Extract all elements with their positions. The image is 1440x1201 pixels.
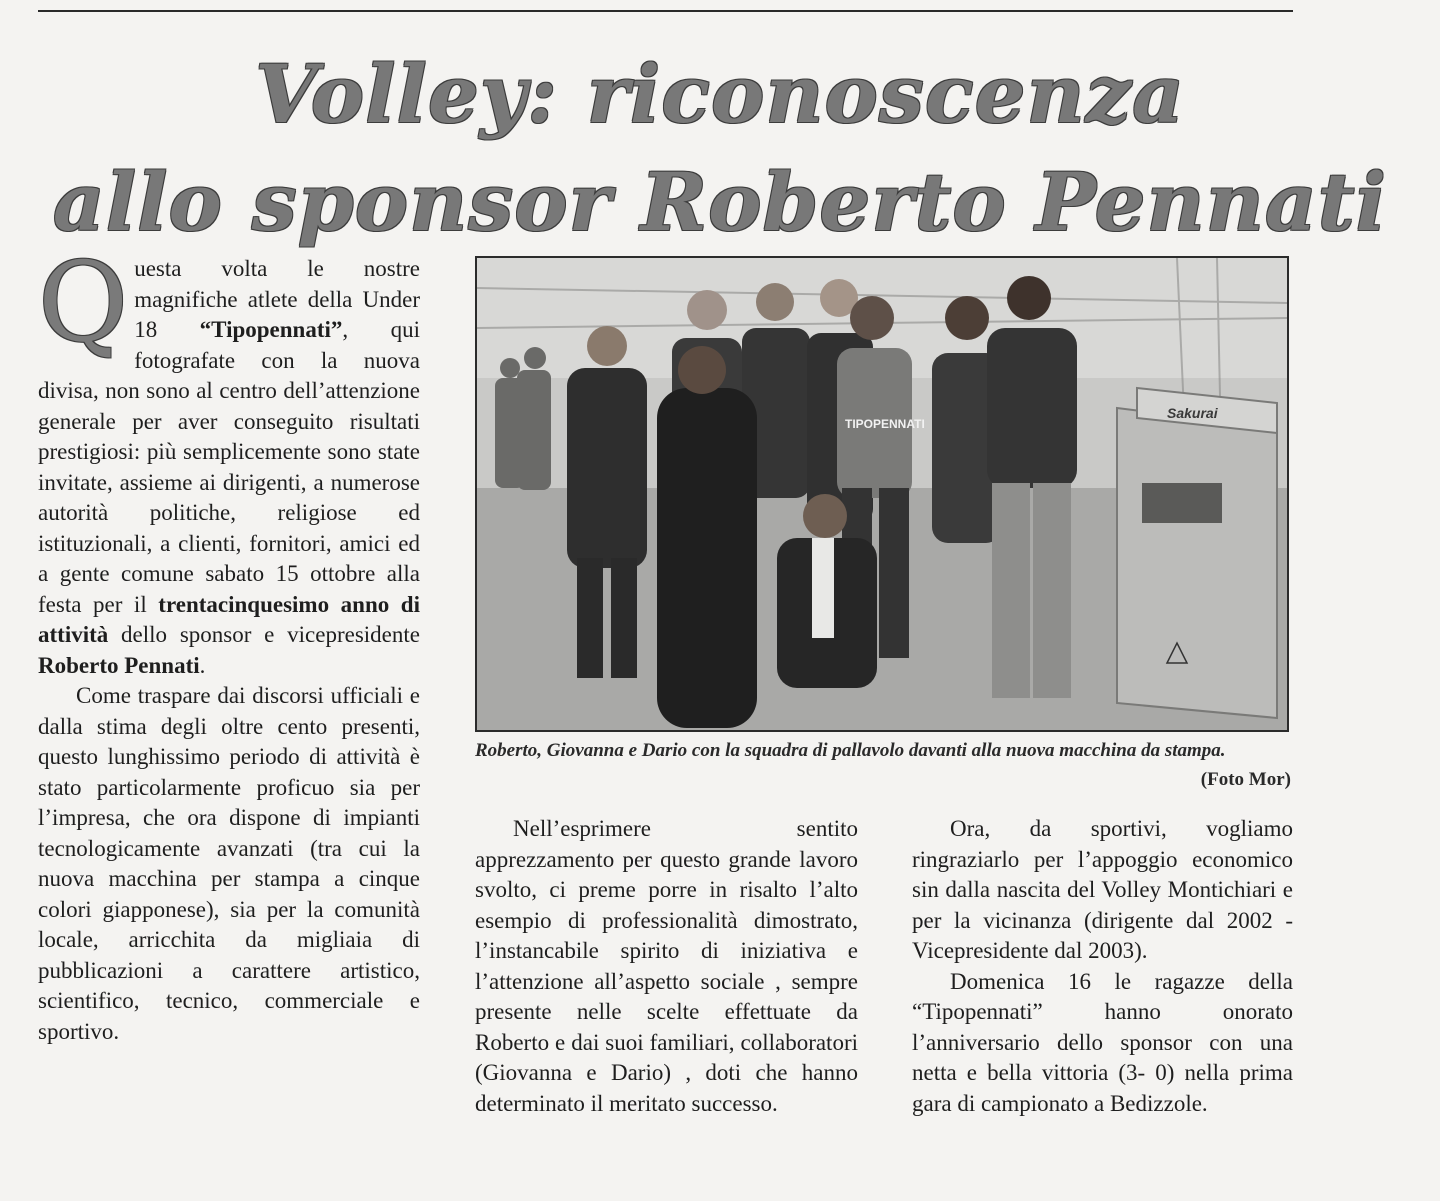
drop-cap: Q	[38, 238, 129, 366]
column-2-paragraph-1: Nell’esprimere sentito apprezzamento per questo grande lavoro svolto, ci preme porre in risalto l’alto esempio di professionalità dimostrato, l’instancabile spirito di iniziativa e l’attenzione all’aspetto sociale , sempre presente nelle scelte effettuate da Roberto e dai suoi familiari, collaboratori (Giovanna e Dario) , doti che hanno determinato il meritato successo.	[475, 816, 858, 1116]
column-1-paragraph-2: Come traspare dai discorsi ufficiali e dalla stima degli oltre cento presenti, questo lunghissimo periodo di attività è stato particolarmente proficuo sia per l’impresa, che ora dispone di impianti tecnologicamente avanzati (tra cui la nuova macchina per stampa a cinque colori giapponese), sia per la comunità locale, arricchita da migliaia di pubblicazioni a carattere artistico, scientifico, tecnico, commerciale e sportivo.	[38, 683, 420, 1044]
anniversary-highlight: trentacinquesimo anno di attività	[38, 591, 420, 647]
column-1-paragraph-1	[38, 238, 421, 681]
photo-caption: Roberto, Giovanna e Dario con la squadra di pallavolo davanti alla nuova macchina da stampa.	[475, 740, 1226, 761]
headline-line-1: Volley: riconoscenza	[255, 47, 1185, 141]
sponsor-name: Roberto Pennati	[38, 652, 200, 678]
team-name: “Tipopennati”	[199, 317, 343, 342]
column-3-paragraph-2: Domenica 16 le ragazze della “Tipopennati” hanno onorato l’anniversario dello sponsor con una netta e bella vittoria (3- 0) nella prima gara di campionato a Bedizzole.	[912, 968, 1293, 1116]
column-1-text-c: dello sponsor e vicepresidente	[108, 622, 420, 647]
column-3-paragraph-1: Ora, da sportivi, vogliamo ringraziarlo per l’appoggio economico sin dalla nascita del Volley Montichiari e per la vicinanza (dirigente dal 2002 - Vicepresidente dal 2003).	[912, 816, 1293, 963]
column-1-text-d: .	[199, 652, 206, 678]
jersey-text: TIPOPENNATI	[845, 417, 925, 431]
photo-credit: (Foto Mor)	[1200, 769, 1291, 790]
article-column-1	[38, 238, 421, 1047]
headline-line-2: allo sponsor Roberto Pennati	[52, 155, 1388, 249]
headline	[0, 40, 1440, 256]
machine-brand: Sakurai	[1167, 405, 1218, 421]
top-rule	[38, 10, 1293, 12]
article-column-3	[912, 814, 1293, 1119]
team-photo	[475, 256, 1289, 732]
article-column-2	[475, 814, 858, 1119]
column-1-text-a: uesta volta le nostre magnifiche atlete della Under 18	[134, 256, 420, 342]
column-1-text-b: , qui fotografate con la nuova divisa, non sono al centro dell’attenzione generale per aver conseguito risultati prestigiosi: più semplicemente sono state invitate, assieme ai dirigenti, a numerose autorità politiche, religiose ed istituzionali, a clienti, fornitori, amici ed a gente comune sabato 15 ottobre alla festa per il	[38, 317, 421, 617]
